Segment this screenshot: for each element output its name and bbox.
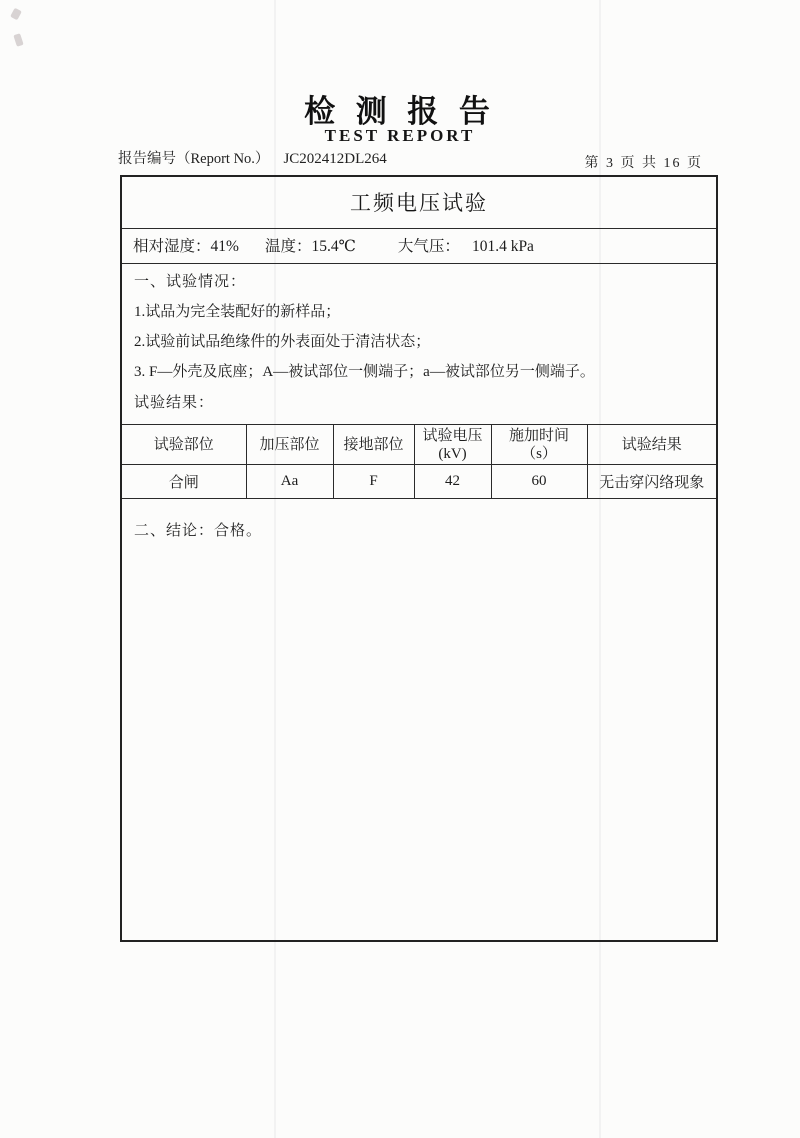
- cell-pressured-part: Aa: [246, 465, 333, 499]
- page-subtitle: TEST REPORT: [324, 126, 476, 145]
- test-note-2: 2.试验前试品绝缘件的外表面处于清洁状态；: [134, 334, 431, 350]
- page-indicator: 第 3 页 共 16 页: [584, 156, 703, 171]
- cell-test-part: 合闸: [122, 465, 246, 499]
- results-table-header-row: [122, 425, 716, 465]
- test-section-title: 工频电压试验: [122, 177, 716, 229]
- col-header-test-voltage: 试验电压 (kV): [414, 425, 491, 465]
- col-header-test-part: 试验部位: [122, 425, 246, 465]
- results-label: 试验结果：: [134, 395, 215, 411]
- col-header-grounded-part: 接地部位: [333, 425, 414, 465]
- test-note-1: 1.试品为完全装配好的新样品；: [134, 304, 341, 320]
- cell-applied-time: 60: [491, 465, 587, 499]
- report-box: [120, 175, 718, 942]
- scan-speck: [13, 33, 23, 47]
- cell-test-result: 无击穿闪络现象: [587, 465, 716, 499]
- results-table: [122, 424, 716, 499]
- scan-speck: [10, 8, 22, 21]
- col-header-test-result: 试验结果: [587, 425, 716, 465]
- col-header-pressured-part: 加压部位: [246, 425, 333, 465]
- conclusion-text: 二、结论：合格。: [134, 523, 263, 539]
- report-body: [122, 264, 716, 542]
- test-situation-heading: 一、试验情况：: [134, 274, 247, 290]
- test-note-3: 3. F—外壳及底座；A—被试部位一侧端子；a—被试部位另一侧端子。: [134, 364, 595, 380]
- results-table-data-row: [122, 465, 716, 499]
- page-title: 检 测 报 告: [304, 94, 496, 129]
- cell-test-voltage: 42: [414, 465, 491, 499]
- pressure-value: 101.4 kPa: [471, 238, 534, 255]
- temperature-label: 温度：: [264, 238, 312, 255]
- report-number-row: [118, 147, 387, 168]
- report-number-label: 报告编号（Report No.）: [118, 151, 270, 167]
- col-header-applied-time: 施加时间 （s）: [491, 425, 587, 465]
- pressure-label: 大气压：: [397, 238, 460, 255]
- humidity-label: 相对湿度：: [133, 238, 211, 255]
- temperature-value: 15.4℃: [311, 238, 356, 255]
- cell-grounded-part: F: [333, 465, 414, 499]
- humidity-value: 41%: [210, 238, 239, 255]
- environment-conditions-row: [122, 229, 716, 264]
- report-number-value: JC202412DL264: [283, 151, 387, 167]
